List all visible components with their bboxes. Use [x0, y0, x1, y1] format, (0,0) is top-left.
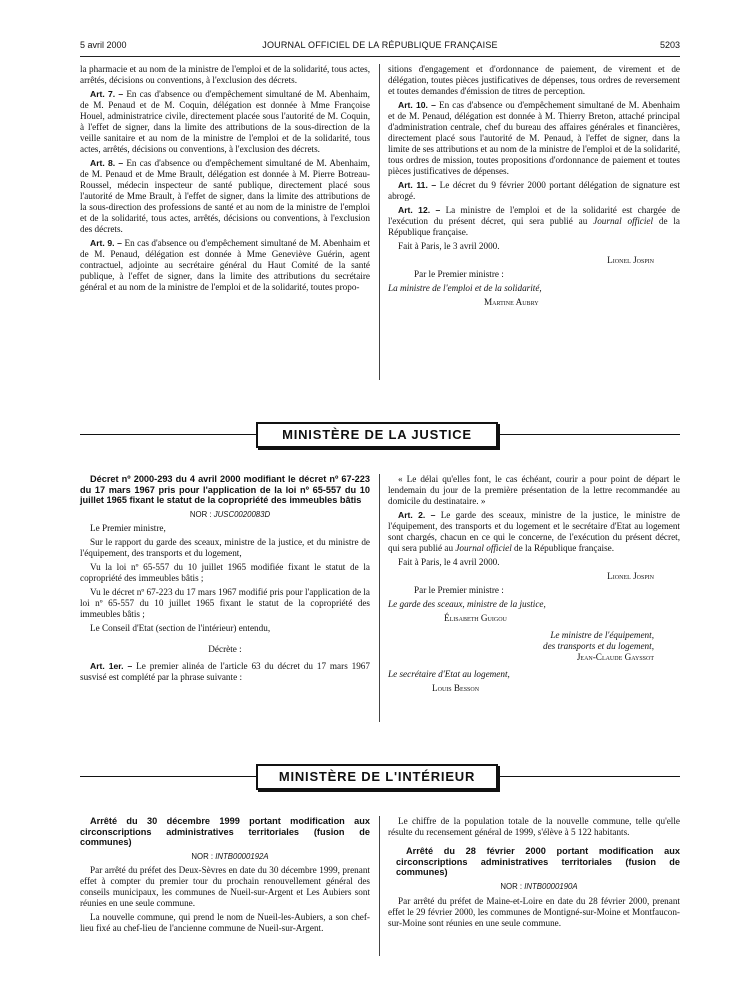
article-11: Art. 11. – Le décret du 9 février 2000 portant délégation de signature est abrogé. [388, 180, 680, 201]
top-left-column [80, 64, 370, 296]
signatory-name: Louis Besson [432, 683, 480, 693]
nor-reference: NOR : INTB0000192A [191, 851, 269, 861]
quote: « Le délai qu'elles font, le cas échéant, courir a pour point de départ le lendemain du jour de la première présentation de la lettre recommandée au domicile du destinataire. » [388, 474, 680, 506]
paragraph: Sur le rapport du garde des sceaux, ministre de la justice, et du ministre de l'équipement, des transports et du logement, [80, 536, 370, 558]
paragraph: Le Conseil d'Etat (section de l'intérieur) entendu, [90, 622, 271, 633]
section-heading-justice: MINISTÈRE DE LA JUSTICE [256, 422, 498, 448]
article-1: Art. 1er. – Le premier alinéa de l'article 63 du décret du 17 mars 1967 susvisé est complété par la phrase suivante : [80, 660, 370, 682]
column-divider [379, 816, 380, 956]
paragraph: la pharmacie et au nom de la ministre de l'emploi et de la solidarité, tous actes, arrêtés, décisions ou conventions, à l'exclusion des décrets. [80, 64, 370, 85]
paragraph: Le chiffre de la population totale de la nouvelle commune, telle qu'elle résulte du recensement général de 1999, s'élève à 5 122 habitants. [388, 816, 680, 837]
decree-title: Décret nº 2000-293 du 4 avril 2000 modifiant le décret nº 67-223 du 17 mars 1967 pris pour l'application de la loi nº 65-557 du 10 juillet 1965 fixant le statut de la copropriété des immeubles bâtis [80, 474, 370, 505]
interieur-left-column [80, 816, 370, 937]
fait-a-paris: Fait à Paris, le 3 avril 2000. [398, 241, 500, 251]
signatory-name: Élisabeth Guigou [444, 613, 507, 623]
paragraph: Le Premier ministre, [90, 522, 166, 533]
arrete-title: Arrêté du 28 février 2000 portant modification aux circonscriptions administratives territoriales (fusion de communes) [396, 846, 680, 877]
decrete: Décrète : [208, 643, 242, 654]
header-date: 5 avril 2000 [80, 40, 127, 50]
article-10: Art. 10. – En cas d'absence ou d'empêchement simultané de M. Abenhaim et de M. Penaud, délégation est donnée à M. Thierry Breton, attaché principal d'administration centrale, chef du bureau des affaires générales et financières, directement placé sous l'autorité de M. Penaud, à l'effet de signer, dans la limite de ses attributions et au nom de la ministre de l'emploi et de la solidarité, tous ordres de mission, toutes propositions d'ordonnance de paiement et toutes pièces justificatives de dépenses. [388, 100, 680, 176]
article-12: Art. 12. – La ministre de l'emploi et de la solidarité est chargée de l'exécution du présent décret, qui sera publié au Journal officiel de la République française. [388, 205, 680, 237]
header-journal-title: JOURNAL OFFICIEL DE LA RÉPUBLIQUE FRANÇAISE [262, 40, 498, 50]
column-divider [379, 64, 380, 380]
fait-a-paris: Fait à Paris, le 4 avril 2000. [398, 557, 500, 567]
paragraph: Vu le décret nº 67-223 du 17 mars 1967 modifié pris pour l'application de la loi nº 65-557 du 10 juillet 1965 fixant le statut de la copropriété des immeubles bâtis ; [80, 586, 370, 619]
arrete-title: Arrêté du 30 décembre 1999 portant modification aux circonscriptions administratives territoriales (fusion de communes) [80, 816, 370, 847]
column-divider [379, 474, 380, 722]
nor-reference: NOR : JUSC0020083D [189, 509, 271, 519]
signatory-name: Jean-Claude Gayssot [576, 652, 654, 662]
signature-name: Lionel Jospin [607, 571, 654, 581]
paragraph: Par arrêté du préfet de Maine-et-Loire en date du 28 février 2000, prenant effet le 29 février 2000, les communes de Montigné-sur-Moine et Montfaucon-sur-Moine sont réunies en une seule commune. [388, 895, 680, 928]
article-2: Art. 2. – Le garde des sceaux, ministre de la justice, le ministre de l'équipement, des transports et du logement et le secrétaire d'Etat au logement sont chargés, chacun en ce qui le concerne, de l'exécution du présent décret, qui sera publié au Journal officiel de la République française. [388, 510, 680, 553]
article-8: Art. 8. – En cas d'absence ou d'empêchement simultané de M. Abenhaim, de M. Penaud et de Mme Brault, délégation est donnée à M. Pierre Botreau-Roussel, médecin inspecteur de santé publique, directement placé sous l'autorité de Mme Brault, à l'effet de signer, dans la limite des attributions de la sous-direction des professions de santé et au nom de la ministre de l'emploi et de la solidarité, tous actes, arrêtés, décisions ou conventions, à l'exclusion des décrets. [80, 158, 370, 234]
paragraph: Vu la loi nº 65-557 du 10 juillet 1965 modifiée fixant le statut de la copropriété des immeubles bâtis ; [80, 561, 370, 583]
article-9: Art. 9. – En cas d'absence ou d'empêchement simultané de M. Abenhaim et de M. Penaud, délégation est donnée à Mme Geneviève Guérin, agent contractuel, adjointe au secrétaire général du Haut Comité de la santé publique, à l'effet de signer, dans la limite des attributions du secrétaire général et au nom de la ministre de l'emploi et de la solidarité, toutes propo- [80, 238, 370, 292]
top-right-column [388, 64, 680, 311]
justice-left-column [80, 474, 370, 686]
paragraph: Par arrêté du préfet des Deux-Sèvres en date du 30 décembre 1999, prenant effet à compter du premier tour du prochain renouvellement général des conseils municipaux, les communes de Nueil-sur-Argent et Les Aubiers sont réunies en une seule commune. [80, 864, 370, 908]
par-le-premier-ministre: Par le Premier ministre : [414, 585, 504, 595]
signature-name: Lionel Jospin [607, 255, 654, 265]
signatory-title: Le ministre de l'équipement, [550, 630, 654, 640]
section-heading-interieur: MINISTÈRE DE L'INTÉRIEUR [256, 764, 498, 790]
header-page-number: 5203 [659, 40, 680, 50]
signatory-name: Martine Aubry [484, 297, 539, 307]
paragraph: La nouvelle commune, qui prend le nom de Nueil-les-Aubiers, a son chef-lieu fixé au chef-lieu de l'ancienne commune de Nueil-sur-Argent. [80, 911, 370, 933]
signatory-title: Le garde des sceaux, ministre de la justice, [388, 599, 546, 609]
signatory-title: des transports et du logement, [542, 641, 654, 651]
signatory-title: Le secrétaire d'Etat au logement, [388, 669, 510, 679]
par-le-premier-ministre: Par le Premier ministre : [414, 269, 504, 279]
article-7: Art. 7. – En cas d'absence ou d'empêchement simultané de M. Abenhaim, de M. Penaud et de M. Coquin, délégation est donnée à Mme Françoise Houel, administratrice civile, directement placée sous l'autorité de M. Coquin, à l'effet de signer, dans la limite des attributions de la sous-direction de la veille sanitaire et au nom de la ministre de l'emploi et de la solidarité, tous actes, arrêtés, décisions ou conventions, à l'exclusion des décrets. [80, 89, 370, 154]
paragraph: sitions d'engagement et d'ordonnance de paiement, de virement et de délégation, toutes pièces justificatives de dépenses, tous ordres de reversement et toutes demandes d'émission de titres de perception. [388, 64, 680, 96]
header-rule [80, 56, 680, 57]
justice-right-column [388, 474, 680, 697]
nor-reference: NOR : INTB0000190A [500, 881, 578, 891]
interieur-right-column [388, 816, 680, 932]
signatory-title: La ministre de l'emploi et de la solidarité, [388, 283, 542, 293]
page-header [80, 40, 680, 54]
